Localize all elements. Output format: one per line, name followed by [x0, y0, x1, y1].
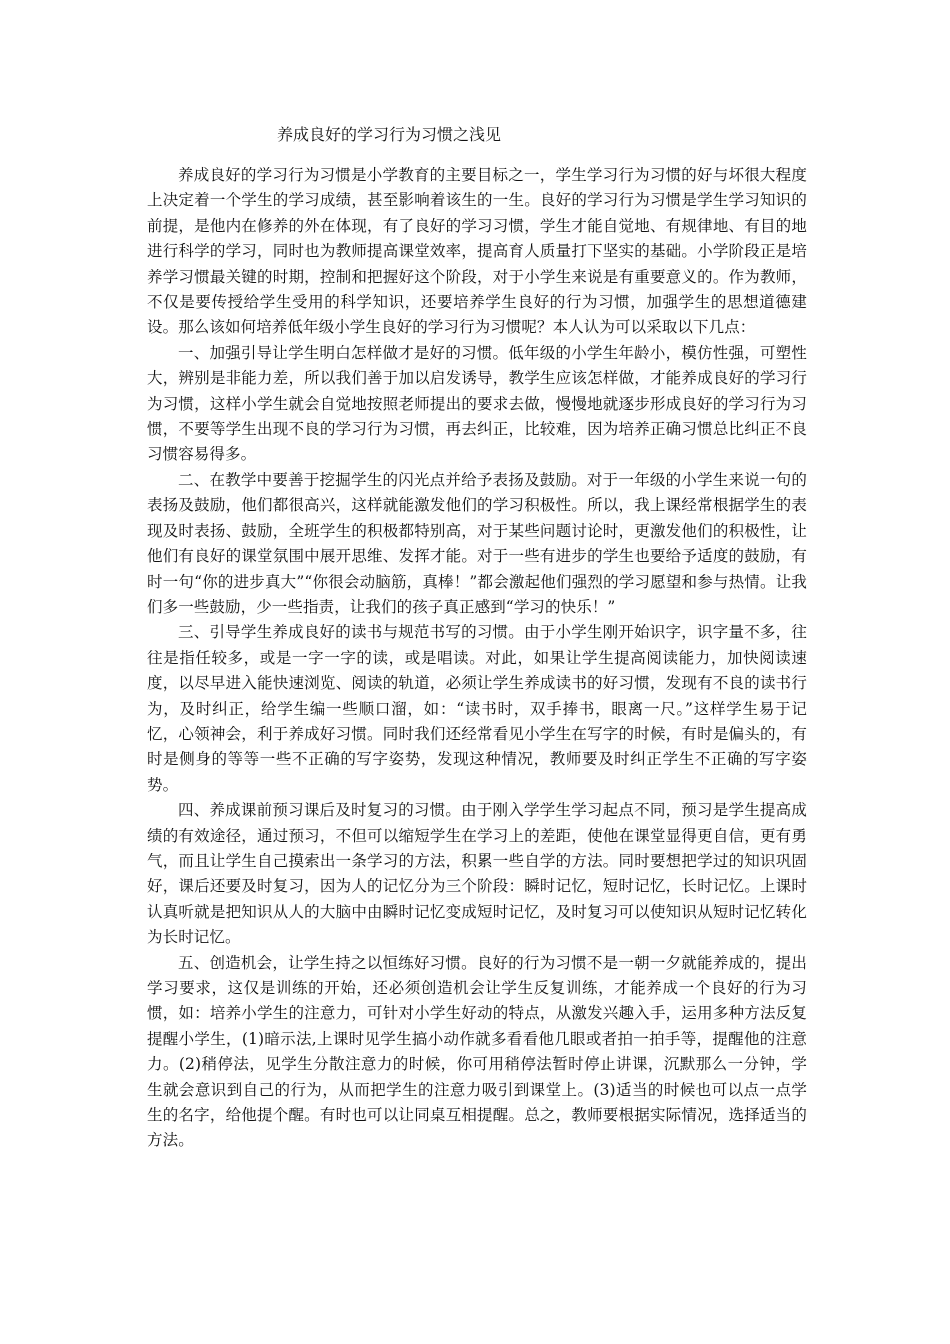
paragraph-intro: 养成良好的学习行为习惯是小学教育的主要目标之一，学生学习行为习惯的好与坏很大程度上决定着一个学生的学习成绩，甚至影响着该生的一生。良好的学习行为习惯是学生学习知识的前提，是他内在修养的外在体现，有了良好的学习习惯，学生才能自觉地、有规律地、有目的地进行科学的学习，同时也为教师提高课堂效率，提高育人质量打下坚实的基础。小学阶段正是培养学习惯最关键的时期，控制和把握好这个阶段，对于小学生来说是有重要意义的。作为教师，不仅是要传授给学生受用的科学知识，还要培养学生良好的行为习惯，加强学生的思想道德建设。那么该如何培养低年级小学生良好的学习行为习惯呢？本人认为可以采取以下几点： — [147, 166, 807, 337]
paragraph-point-1: 一、加强引导让学生明白怎样做才是好的习惯。低年级的小学生年龄小，模仿性强，可塑性大，辨别是非能力差，所以我们善于加以启发诱导，教学生应该怎样做，才能养成良好的学习行为习惯，这样小学生就会自觉地按照老师提出的要求去做，慢慢地就逐步形成良好的学习行为习惯，不要等学生出现不良的学习行为习惯，再去纠正，比较难，因为培养正确习惯总比纠正不良习惯容易得多。 — [147, 343, 807, 464]
document-body — [147, 163, 807, 1154]
paragraph-point-2: 二、在教学中要善于挖掘学生的闪光点并给予表扬及鼓励。对于一年级的小学生来说一句的表扬及鼓励，他们都很高兴，这样就能激发他们的学习积极性。所以，我上课经常根据学生的表现及时表扬、鼓励，全班学生的积极都特别高，对于某些问题讨论时，更激发他们的积极性，让他们有良好的课堂氛围中展开思维、发挥才能。对于一些有进步的学生也要给予适度的鼓励，有时一句“你的进步真大”“你很会动脑筋，真棒！”都会激起他们强烈的学习愿望和参与热情。让我们多一些鼓励，少一些指责，让我们的孩子真正感到“学习的快乐！” — [147, 470, 807, 616]
document-title: 养成良好的学习行为习惯之浅见 — [277, 125, 502, 144]
paragraph-point-3: 三、引导学生养成良好的读书与规范书写的习惯。由于小学生刚开始识字，识字量不多，往往是指任较多，或是一字一字的读，或是唱读。对此，如果让学生提高阅读能力，加快阅读速度，以尽早进入能快速浏览、阅读的轨道，必须让学生养成读书的好习惯，发现有不良的读书行为，及时纠正，给学生编一些顺口溜，如：“读书时，双手捧书，眼离一尺。”这样学生易于记忆，心领神会，利于养成好习惯。同时我们还经常看见小学生在写字的时候，有时是偏头的，有时是侧身的等等一些不正确的写字姿势，发现这种情况，教师要及时纠正学生不正确的写字姿势。 — [147, 623, 807, 794]
paragraph-point-4: 四、养成课前预习课后及时复习的习惯。由于刚入学学生学习起点不同，预习是学生提高成绩的有效途径，通过预习，不但可以缩短学生在学习上的差距，使他在课堂显得更自信，更有勇气，而且让学生自己摸索出一条学习的方法，积累一些自学的方法。同时要想把学过的知识巩固好，课后还要及时复习，因为人的记忆分为三个阶段：瞬时记忆，短时记忆，长时记忆。上课时认真听就是把知识从人的大脑中由瞬时记忆变成短时记忆，及时复习可以使知识从短时记忆转化为长时记忆。 — [147, 801, 807, 947]
paragraph-point-5: 五、创造机会，让学生持之以恒练好习惯。良好的行为习惯不是一朝一夕就能养成的，提出学习要求，这仅是训练的开始，还必须创造机会让学生反复训练，才能养成一个良好的行为习惯，如：培养小学生的注意力，可针对小学生好动的特点，从激发兴趣入手，运用多种方法反复提醒小学生，(1)暗示法,上课时见学生搞小动作就多看看他几眼或者拍一拍手等，提醒他的注意力。(2)稍停法，见学生分散注意力的时候，你可用稍停法暂时停止讲课，沉默那么一分钟，学生就会意识到自己的行为，从而把学生的注意力吸引到课堂上。(3)适当的时候也可以点一点学生的名字，给他提个醒。有时也可以让同桌互相提醒。总之，教师要根据实际情况，选择适当的方法。 — [147, 953, 807, 1150]
